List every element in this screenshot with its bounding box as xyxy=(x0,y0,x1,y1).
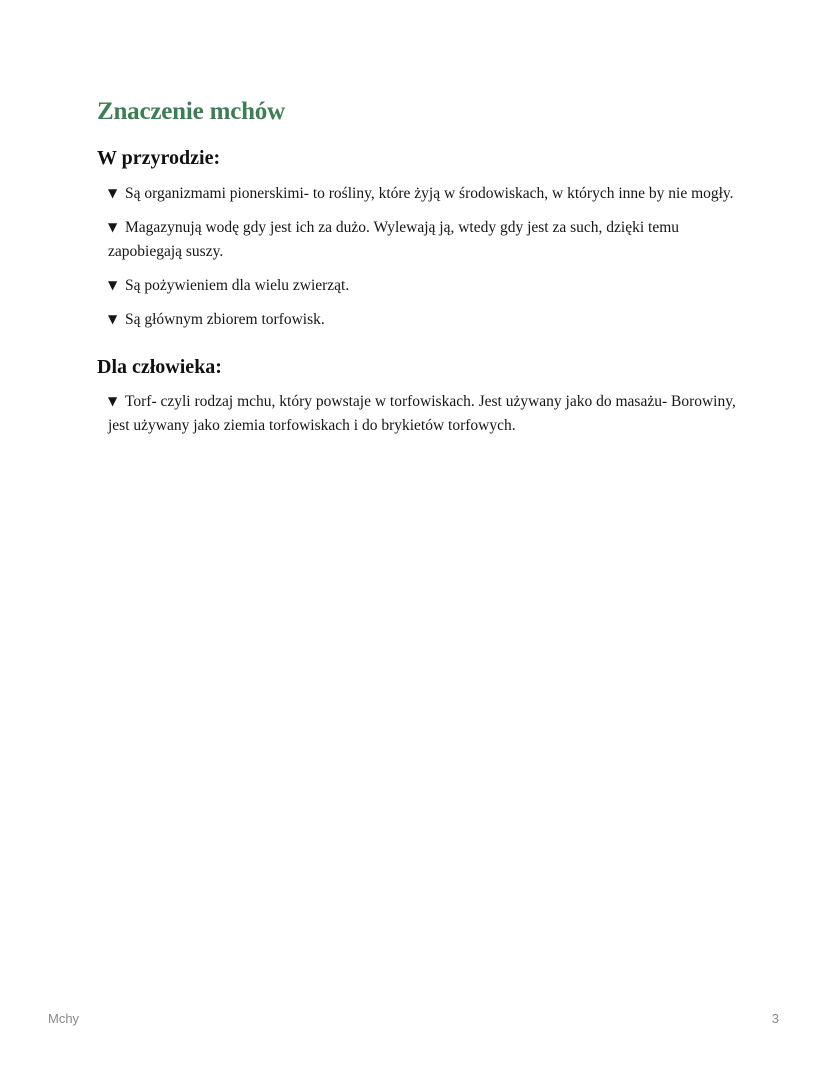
list-item xyxy=(108,274,737,298)
list-item xyxy=(108,216,737,264)
list-item-text: Magazynują wodę gdy jest ich za dużo. Wylewają ją, wtedy gdy jest za such, dzięki temu zapobiegają suszy. xyxy=(108,219,680,260)
list-item-text: Są pożywieniem dla wielu zwierząt. xyxy=(125,277,350,294)
list-item-text: Są głównym zbiorem torfowisk. xyxy=(125,311,325,328)
page-title: Znaczenie mchów xyxy=(97,98,285,125)
triangle-down-icon: ▼ xyxy=(108,186,118,200)
list-item xyxy=(108,390,737,438)
triangle-down-icon: ▼ xyxy=(108,278,118,292)
section-heading-nature: W przyrodzie: xyxy=(97,147,221,169)
footer-document-name: Mchy xyxy=(48,1011,80,1026)
list-item-text: Torf- czyli rodzaj mchu, który powstaje w torfowiskach. Jest używany jako do masażu- Borowiny, jest używany jako ziemia torfowiskach i do brykietów torfowych. xyxy=(108,393,736,434)
bullet-list-human xyxy=(97,390,737,438)
triangle-down-icon: ▼ xyxy=(108,394,118,408)
list-item xyxy=(108,182,737,206)
list-item-text: Są organizmami pionerskimi- to rośliny, które żyją w środowiskach, w których inne by nie mogły. xyxy=(125,185,734,202)
page-content xyxy=(97,95,737,448)
triangle-down-icon: ▼ xyxy=(108,312,118,326)
list-item xyxy=(108,308,737,332)
triangle-down-icon: ▼ xyxy=(108,220,118,234)
bullet-list-nature xyxy=(97,182,737,332)
section-heading-human: Dla człowieka: xyxy=(97,356,222,378)
footer-page-number: 3 xyxy=(771,1011,779,1026)
